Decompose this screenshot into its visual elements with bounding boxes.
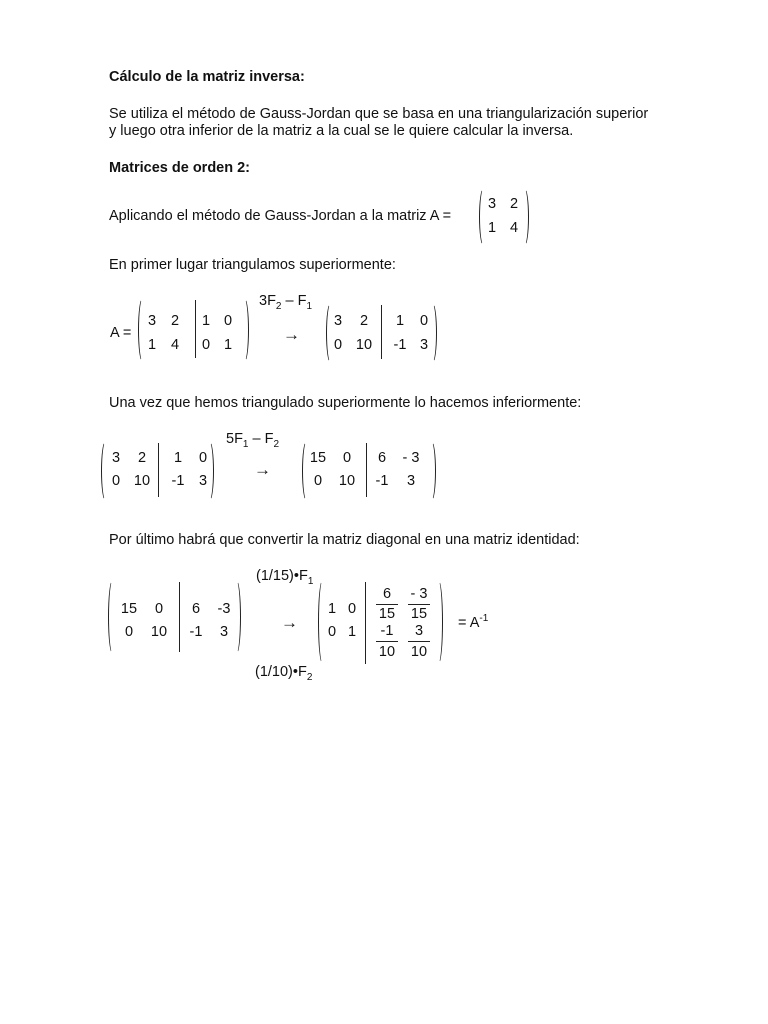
intro-line-1: Se utiliza el método de Gauss-Jordan que se basa en una triangularización superior [109, 106, 649, 122]
matrix-cell: 0 [419, 313, 429, 329]
matrix-cell: 10 [150, 624, 168, 640]
matrix-cell: -1 [189, 624, 203, 640]
matrix-cell: 3 [487, 196, 497, 212]
matrix-cell: 0 [124, 624, 134, 640]
arrow-icon: → [254, 460, 271, 479]
matrix-cell: 3 [147, 313, 157, 329]
matrix-cell: 3 [198, 473, 208, 489]
matrix-cell: 1 [223, 337, 233, 353]
matrix-cell: 3 [219, 624, 229, 640]
arrow-icon: → [281, 613, 298, 632]
matrix-cell: 1 [173, 450, 183, 466]
step3-operation-top: $(1/15)•F_1$ [256, 568, 314, 587]
right-paren [240, 298, 249, 362]
augment-bar [195, 300, 196, 358]
right-paren [434, 580, 443, 664]
matrix-cell: 0 [201, 337, 211, 353]
step2-text: Una vez que hemos triangulado superiormente lo hacemos inferiormente: [109, 395, 582, 411]
right-paren [205, 441, 214, 501]
matrix-cell: -1 [375, 473, 389, 489]
matrix-cell: 2 [509, 196, 519, 212]
augment-bar [381, 305, 382, 359]
right-paren [427, 441, 436, 501]
fraction-bar [408, 604, 430, 605]
fraction-denominator: 15 [410, 606, 428, 622]
intro-line-2: y luego otra inferior de la matriz a la cual se le quiere calcular la inversa. [109, 123, 574, 139]
fraction-denominator: 15 [378, 606, 396, 622]
matrix-cell: 0 [342, 450, 352, 466]
fraction-bar [376, 641, 398, 642]
matrix-cell: -1 [171, 473, 185, 489]
step1-text: En primer lugar triangulamos superiormente: [109, 257, 396, 273]
augment-bar [158, 443, 159, 497]
matrix-cell: 2 [137, 450, 147, 466]
section-subtitle: Matrices de orden 2: [109, 160, 251, 176]
matrix-cell: 15 [309, 450, 327, 466]
augment-bar [365, 582, 366, 664]
matrix-cell: 6 [377, 450, 387, 466]
matrix-cell: 15 [120, 601, 138, 617]
identity-cell: 1 [347, 624, 357, 640]
matrix-cell: 6 [191, 601, 201, 617]
matrix-cell: 10 [133, 473, 151, 489]
identity-cell: 0 [347, 601, 357, 617]
augment-bar [366, 443, 367, 497]
matrix-cell: 1 [395, 313, 405, 329]
matrix-cell: 3 [111, 450, 121, 466]
matrix-cell: -1 [393, 337, 407, 353]
fraction-bar [376, 604, 398, 605]
step2-operation: $5F_1 - F_2$ [226, 431, 280, 450]
left-paren [318, 580, 327, 664]
fraction-denominator: 10 [378, 644, 396, 660]
matrix-cell: 3 [419, 337, 429, 353]
fraction-numerator: -1 [380, 623, 394, 639]
matrix-cell: - 3 [402, 450, 420, 466]
identity-cell: 0 [327, 624, 337, 640]
matrix-cell: 1 [147, 337, 157, 353]
matrix-cell: 3 [333, 313, 343, 329]
matrix-cell: 4 [509, 220, 519, 236]
result-inverse: = $A^{-1}$ [458, 613, 489, 631]
step1-lhs: A = [110, 325, 132, 341]
applying-text: Aplicando el método de Gauss-Jordan a la matriz A = [109, 208, 452, 224]
arrow-icon: → [283, 325, 300, 344]
fraction-numerator: 6 [382, 586, 392, 602]
step3-text: Por último habrá que convertir la matriz diagonal en una matriz identidad: [109, 532, 580, 548]
step1-operation: $3F_2 - F_1$ [259, 293, 313, 312]
left-paren [108, 580, 117, 654]
matrix-cell: 10 [338, 473, 356, 489]
matrix-cell: -3 [217, 601, 231, 617]
augment-bar [179, 582, 180, 652]
step3-operation-bottom: $(1/10)•F_2$ [255, 664, 313, 683]
right-paren [520, 188, 529, 246]
matrix-cell: 0 [333, 337, 343, 353]
matrix-cell: 0 [198, 450, 208, 466]
fraction-bar [408, 641, 430, 642]
matrix-cell: 0 [111, 473, 121, 489]
matrix-cell: 0 [154, 601, 164, 617]
identity-cell: 1 [327, 601, 337, 617]
matrix-cell: 0 [313, 473, 323, 489]
fraction-numerator: 3 [414, 623, 424, 639]
matrix-cell: 1 [487, 220, 497, 236]
right-paren [232, 580, 241, 654]
matrix-cell: 3 [406, 473, 416, 489]
fraction-numerator: - 3 [410, 586, 428, 602]
matrix-cell: 4 [170, 337, 180, 353]
matrix-cell: 10 [355, 337, 373, 353]
fraction-denominator: 10 [410, 644, 428, 660]
left-paren [326, 303, 335, 363]
matrix-cell: 2 [170, 313, 180, 329]
matrix-cell: 2 [359, 313, 369, 329]
matrix-cell: 1 [201, 313, 211, 329]
right-paren [428, 303, 437, 363]
page-title: Cálculo de la matriz inversa: [109, 69, 305, 85]
matrix-cell: 0 [223, 313, 233, 329]
